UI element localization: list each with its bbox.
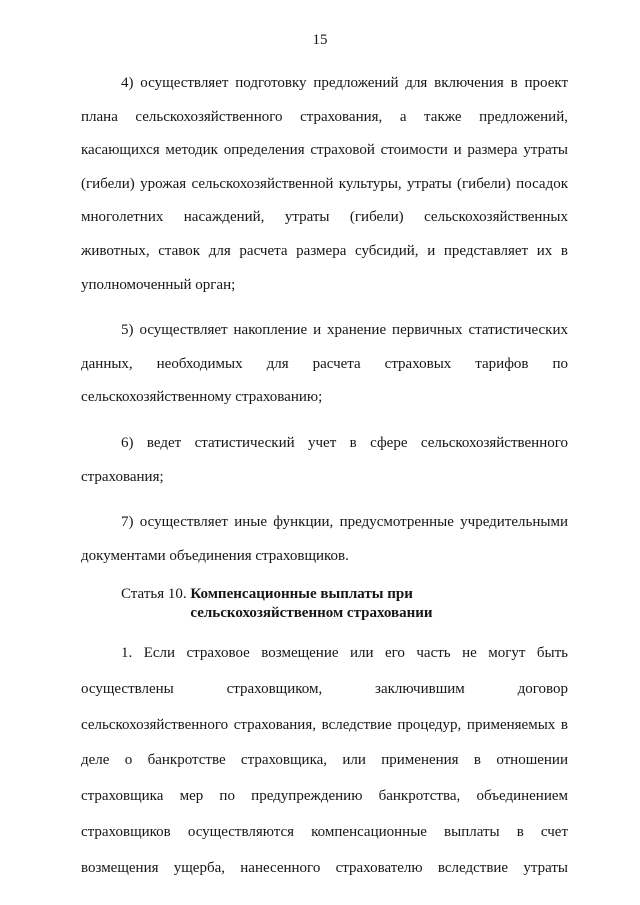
paragraph-item-4: 4) осуществляет подготовку предложений для включения в проект плана сельскохозяйственного страхования, а также предложений, касающихся методик определения страховой стоимости и размера утраты (гибели) урожая сельскохозяйственной культуры, утраты (гибели) посадок многолетних насаждений, утраты (гибели) сельскохозяйственных животных, ставок для расчета размера субсидий, и представляет их в уполномоченный орган; xyxy=(81,75,568,293)
paragraph-item-5: 5) осуществляет накопление и хранение первичных статистических данных, необходимых для расчета страховых тарифов по сельскохозяйственному страхованию; xyxy=(81,322,568,406)
document-body xyxy=(81,67,568,886)
article-title: Компенсационные выплаты при сельскохозяйственном страховании xyxy=(190,586,433,622)
paragraph-item-6: 6) ведет статистический учет в сфере сельскохозяйственного страхования; xyxy=(81,434,568,485)
page-number: 15 xyxy=(312,32,328,48)
paragraph-item-7: 7) осуществляет иные функции, предусмотренные учредительными документами объединения страховщиков. xyxy=(81,514,568,564)
article-heading xyxy=(121,585,568,623)
article-number: Статья 10. xyxy=(121,586,187,603)
article-paragraph-1: 1. Если страховое возмещение или его часть не могут быть осуществлены страховщиком, заключившим договор сельскохозяйственного страхования, вследствие процедур, применяемых в деле о банкротстве страховщика, или применения в отношении страховщика мер по предупреждению банкротства, объединением страховщиков осуществляются компенсационные выплаты в счет возмещения ущерба, нанесенного страхователю вследствие утраты xyxy=(81,645,568,876)
